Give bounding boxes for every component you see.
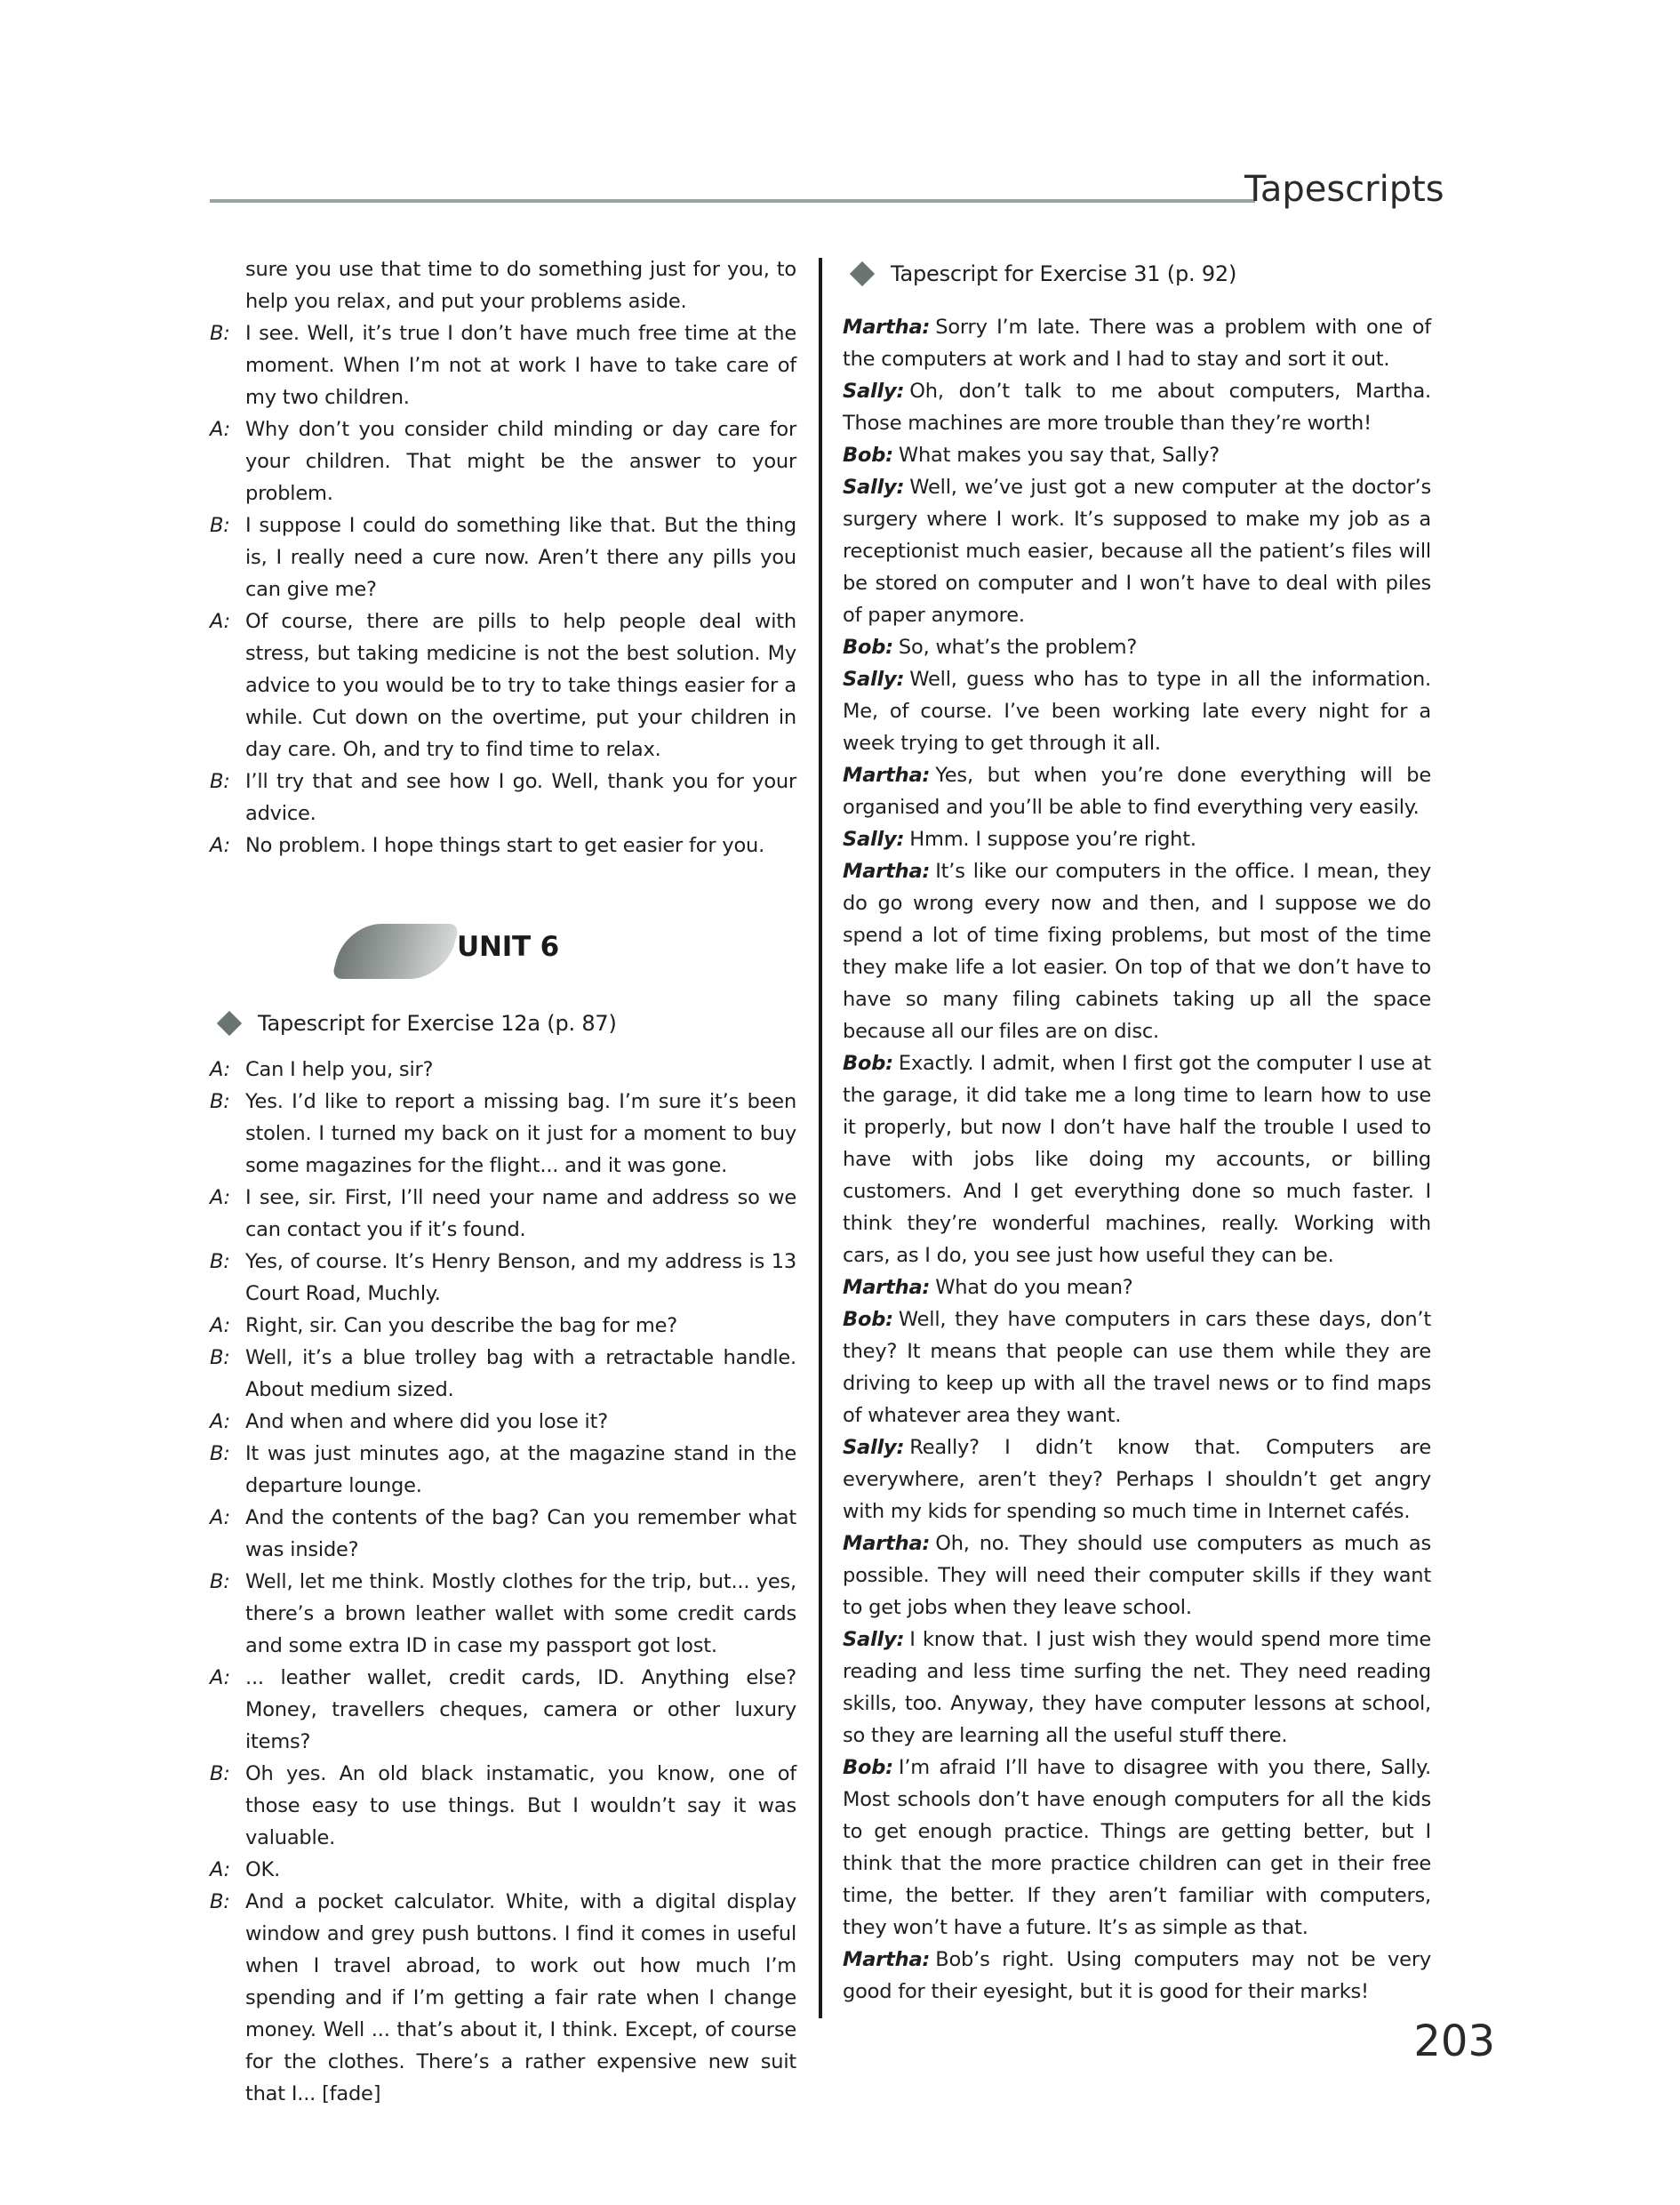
dialogue-text: What do you mean? bbox=[935, 1276, 1133, 1299]
dialogue-line bbox=[210, 1342, 796, 1406]
dialogue-text: Bob’s right. Using computers may not be very good for their eyesight, but it is good for their marks! bbox=[843, 1948, 1431, 2003]
dialogue-line bbox=[210, 1854, 796, 1886]
speaker-label: B: bbox=[210, 1346, 230, 1369]
dialogue-line bbox=[843, 1944, 1431, 2008]
dialogue-text: I see. Well, it’s true I don’t have much free time at the moment. When I’m not at work I have to take care of my two children. bbox=[245, 322, 796, 409]
dialogue-text: No problem. I hope things start to get easier for you. bbox=[245, 834, 765, 857]
speaker-label: B: bbox=[210, 1890, 230, 1913]
header-rule bbox=[210, 199, 1255, 203]
dialogue-text: Sorry I’m late. There was a problem with one of the computers at work and I had to stay and sort it out. bbox=[843, 316, 1431, 371]
intro-dialogue bbox=[210, 253, 796, 862]
speaker-label: Bob: bbox=[843, 1756, 893, 1779]
dialogue-line bbox=[843, 439, 1431, 471]
speaker-label: Sally: bbox=[843, 668, 905, 691]
dialogue-text: And the contents of the bag? Can you remember what was inside? bbox=[245, 1506, 796, 1561]
dialogue-line bbox=[210, 413, 796, 509]
speaker-label: B: bbox=[210, 1442, 230, 1465]
left-column bbox=[210, 253, 796, 2110]
dialogue-line bbox=[843, 855, 1431, 1047]
speaker-label: Bob: bbox=[843, 444, 893, 467]
dialogue-text: ... leather wallet, credit cards, ID. Anything else? Money, travellers cheques, camera or other luxury items? bbox=[245, 1666, 796, 1753]
speaker-label: A: bbox=[210, 1186, 230, 1209]
dialogue-text: Exactly. I admit, when I first got the computer I use at the garage, it did take me a long time to learn how to use it properly, but now I don’t have half the trouble I used to have with jobs like doing my accounts, or billing customers. And I get everything done so much faster. I think they’re wonderful machines, really. Working with cars, as I do, you see just how useful they can be. bbox=[843, 1052, 1431, 1267]
speaker-label: Martha: bbox=[843, 316, 931, 339]
dialogue-line bbox=[843, 311, 1431, 375]
dialogue-text: Of course, there are pills to help people deal with stress, but taking medicine is not the best solution. My advice to you would be to try to take things easier for a while. Cut down on the overtime, put your children in day care. Oh, and try to find time to relax. bbox=[245, 610, 796, 761]
speaker-label: Sally: bbox=[843, 380, 905, 403]
speaker-label: B: bbox=[210, 1250, 230, 1273]
dialogue-line bbox=[843, 1527, 1431, 1624]
dialogue-line bbox=[843, 471, 1431, 631]
dialogue-line bbox=[843, 631, 1431, 663]
dialogue-line bbox=[210, 1886, 796, 2110]
dialogue-text: Hmm. I suppose you’re right. bbox=[909, 828, 1196, 851]
speaker-label: B: bbox=[210, 1570, 230, 1593]
speaker-label: Martha: bbox=[843, 1948, 931, 1971]
dialogue-text: It’s like our computers in the office. I mean, they do go wrong every now and then, and I suppose we do spend a lot of time fixing problems, but most of the time they make life a lot easier. On top of that we don’t have to have so many filing cabinets taking up all the space because all our files are on disc. bbox=[843, 860, 1431, 1043]
dialogue-line bbox=[843, 1047, 1431, 1271]
dialogue-text: I suppose I could do something like that. But the thing is, I really need a cure now. Aren’t there any pills you can give me? bbox=[245, 514, 796, 601]
dialogue-line bbox=[210, 253, 796, 317]
dialogue-text: Well, let me think. Mostly clothes for the trip, but... yes, there’s a brown leather wallet with some credit cards and some extra ID in case my passport got lost. bbox=[245, 1570, 796, 1657]
dialogue-text: Well, it’s a blue trolley bag with a retractable handle. About medium sized. bbox=[245, 1346, 796, 1401]
speaker-label: Sally: bbox=[843, 1628, 905, 1651]
speaker-label: Martha: bbox=[843, 764, 931, 787]
dialogue-line bbox=[210, 317, 796, 413]
dialogue-text: Really? I didn’t know that. Computers are everywhere, aren’t they? Perhaps I shouldn’t get angry with my kids for spending so much time in Internet cafés. bbox=[843, 1436, 1431, 1523]
speaker-label: Sally: bbox=[843, 476, 905, 499]
speaker-label: B: bbox=[210, 1762, 230, 1785]
speaker-label: A: bbox=[210, 1666, 230, 1689]
dialogue-line bbox=[210, 1438, 796, 1502]
dialogue-line bbox=[843, 1752, 1431, 1944]
speaker-label: A: bbox=[210, 1058, 230, 1081]
speaker-label: A: bbox=[210, 418, 230, 441]
dialogue-line bbox=[843, 1431, 1431, 1527]
dialogue-text: It was just minutes ago, at the magazine stand in the departure lounge. bbox=[245, 1442, 796, 1497]
dialogue-text: Oh yes. An old black instamatic, you know, one of those easy to use things. But I wouldn’t say it was valuable. bbox=[245, 1762, 796, 1849]
unit-title: UNIT 6 bbox=[457, 931, 559, 963]
dialogue-line bbox=[210, 509, 796, 605]
dialogue-line bbox=[210, 766, 796, 830]
exercise-heading-text: Tapescript for Exercise 31 (p. 92) bbox=[891, 261, 1237, 286]
dialogue-text: What makes you say that, Sally? bbox=[898, 444, 1220, 467]
speaker-label: B: bbox=[210, 322, 230, 345]
dialogue-text: Can I help you, sir? bbox=[245, 1058, 434, 1081]
column-divider bbox=[819, 258, 822, 2018]
dialogue-text: Why don’t you consider child minding or day care for your children. That might be the answer to your problem. bbox=[245, 418, 796, 505]
speaker-label: A: bbox=[210, 834, 230, 857]
section-title: Tapescripts bbox=[1244, 169, 1444, 210]
diamond-bullet-icon bbox=[850, 261, 875, 286]
dialogue-line bbox=[210, 830, 796, 862]
dialogue-line bbox=[210, 1406, 796, 1438]
dialogue-line bbox=[210, 1086, 796, 1182]
speaker-label: A: bbox=[210, 1410, 230, 1433]
dialogue-line bbox=[843, 1624, 1431, 1752]
dialogue-line bbox=[210, 1566, 796, 1662]
dialogue-text: Right, sir. Can you describe the bag for me? bbox=[245, 1314, 677, 1337]
speaker-label: Martha: bbox=[843, 1532, 931, 1555]
exercise-heading-31 bbox=[843, 258, 1431, 290]
dialogue-text: Well, we’ve just got a new computer at the doctor’s surgery where I work. It’s supposed to make my job as a receptionist much easier, because all the patient’s files will be stored on computer and I won’t have to deal with piles of paper anymore. bbox=[843, 476, 1431, 627]
dialogue-line bbox=[210, 1662, 796, 1758]
exercise-12a-dialogue bbox=[210, 1054, 796, 2110]
dialogue-text: OK. bbox=[245, 1858, 281, 1881]
dialogue-text: Well, guess who has to type in all the information. Me, of course. I’ve been working late every night for a week trying to get through it all. bbox=[843, 668, 1431, 755]
dialogue-line bbox=[210, 1182, 796, 1246]
dialogue-line bbox=[843, 663, 1431, 759]
dialogue-text: Oh, no. They should use computers as much as possible. They will need their computer skills if they want to get jobs when they leave school. bbox=[843, 1532, 1431, 1619]
speaker-label: Bob: bbox=[843, 636, 893, 659]
dialogue-text: And when and where did you lose it? bbox=[245, 1410, 608, 1433]
dialogue-line bbox=[210, 1758, 796, 1854]
dialogue-text: Yes, but when you’re done everything will be organised and you’ll be able to find everything very easily. bbox=[843, 764, 1431, 819]
dialogue-text: So, what’s the problem? bbox=[898, 636, 1138, 659]
speaker-label: A: bbox=[210, 1506, 230, 1529]
speaker-label: A: bbox=[210, 1858, 230, 1881]
dialogue-line bbox=[210, 1246, 796, 1310]
speaker-label: Bob: bbox=[843, 1052, 893, 1075]
dialogue-line bbox=[843, 375, 1431, 439]
speaker-label: B: bbox=[210, 1090, 230, 1113]
diamond-bullet-icon bbox=[217, 1011, 242, 1036]
unit-banner bbox=[210, 906, 796, 1004]
dialogue-text: Oh, don’t talk to me about computers, Martha. Those machines are more trouble than they’re worth! bbox=[843, 380, 1431, 435]
speaker-label: A: bbox=[210, 610, 230, 633]
dialogue-text: Yes, of course. It’s Henry Benson, and my address is 13 Court Road, Muchly. bbox=[245, 1250, 796, 1305]
speaker-label: Martha: bbox=[843, 1276, 931, 1299]
dialogue-text: I’m afraid I’ll have to disagree with you there, Sally. Most schools don’t have enough computers for all the kids to get enough practice. Things are getting better, but I think that the more practice children can get in their free time, the better. If they aren’t familiar with computers, they won’t have a future. It’s as simple as that. bbox=[843, 1756, 1431, 1939]
dialogue-line bbox=[210, 1502, 796, 1566]
dialogue-line bbox=[843, 1303, 1431, 1431]
exercise-heading-text: Tapescript for Exercise 12a (p. 87) bbox=[258, 1011, 617, 1036]
dialogue-text: Well, they have computers in cars these days, don’t they? It means that people can use them while they are driving to keep up with all the travel news or to find maps of whatever area they want. bbox=[843, 1308, 1431, 1427]
speaker-label: Martha: bbox=[843, 860, 931, 883]
exercise-heading-12a bbox=[210, 1007, 796, 1039]
dialogue-text: Yes. I’d like to report a missing bag. I’m sure it’s been stolen. I turned my back on it just for a moment to buy some magazines for the flight... and it was gone. bbox=[245, 1090, 796, 1177]
dialogue-text: sure you use that time to do something just for you, to help you relax, and put your problems aside. bbox=[245, 258, 796, 313]
dialogue-line bbox=[843, 1271, 1431, 1303]
dialogue-line bbox=[210, 1054, 796, 1086]
unit-brush-graphic bbox=[332, 924, 460, 979]
speaker-label: B: bbox=[210, 514, 230, 537]
dialogue-line bbox=[843, 759, 1431, 823]
speaker-label: B: bbox=[210, 770, 230, 793]
speaker-label: Bob: bbox=[843, 1308, 893, 1331]
dialogue-text: I see, sir. First, I’ll need your name and address so we can contact you if it’s found. bbox=[245, 1186, 796, 1241]
dialogue-line bbox=[210, 605, 796, 766]
right-column bbox=[843, 258, 1431, 2008]
exercise-31-dialogue bbox=[843, 311, 1431, 2008]
dialogue-line bbox=[843, 823, 1431, 855]
speaker-label: Sally: bbox=[843, 1436, 905, 1459]
page-number: 203 bbox=[1413, 2017, 1495, 2066]
dialogue-text: I’ll try that and see how I go. Well, thank you for your advice. bbox=[245, 770, 796, 825]
dialogue-text: And a pocket calculator. White, with a digital display window and grey push buttons. I find it comes in useful when I travel abroad, to work out how much I’m spending and if I’m getting a fair rate when I change money. Well ... that’s about it, I think. Except, of course for the clothes. There’s a rather expensive new suit that I... [fade] bbox=[245, 1890, 796, 2105]
dialogue-text: I know that. I just wish they would spend more time reading and less time surfing the net. They need reading skills, too. Anyway, they have computer lessons at school, so they are learning all the useful stuff there. bbox=[843, 1628, 1431, 1747]
speaker-label: A: bbox=[210, 1314, 230, 1337]
dialogue-line bbox=[210, 1310, 796, 1342]
speaker-label: Sally: bbox=[843, 828, 905, 851]
